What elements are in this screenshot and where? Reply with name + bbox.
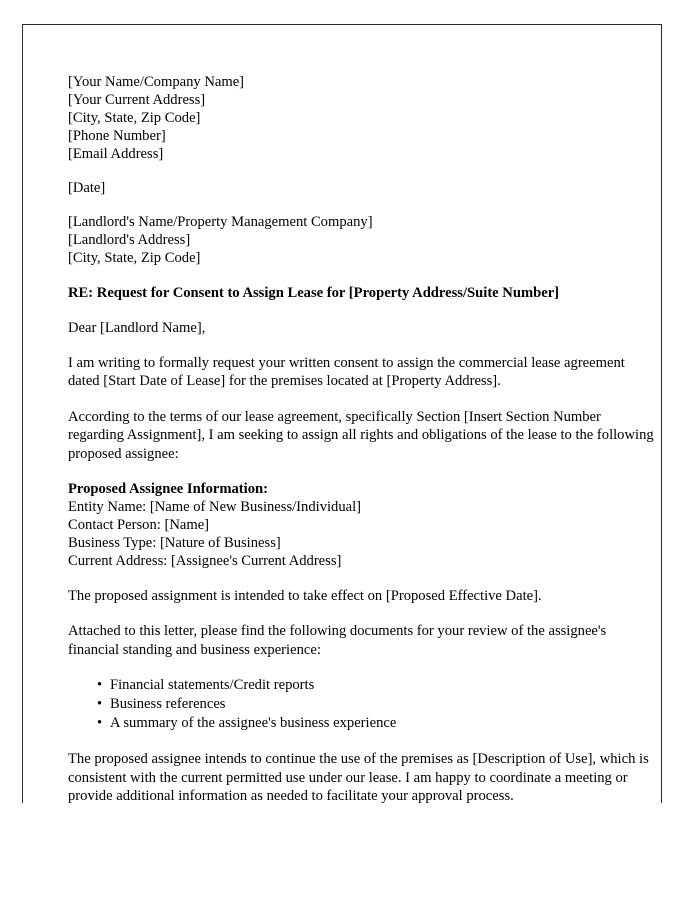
assignee-information-block	[68, 480, 658, 570]
spacer	[68, 267, 658, 284]
spacer	[68, 605, 658, 622]
subject-line: RE: Request for Consent to Assign Lease for [Property Address/Suite Number]	[68, 285, 560, 301]
spacer	[68, 197, 658, 213]
assignee-entity-name-line: Entity Name: [Name of New Business/Individual]	[68, 499, 362, 516]
sender-address-block	[68, 73, 658, 163]
recipient-city-state-zip-line: [City, State, Zip Code]	[68, 250, 201, 266]
sender-name-line: [Your Name/Company Name]	[68, 74, 245, 90]
spacer	[68, 733, 658, 750]
spacer	[68, 163, 658, 179]
assignee-business-type-line: Business Type: [Nature of Business]	[68, 535, 281, 552]
bullet-icon: •	[97, 715, 103, 732]
spacer	[68, 302, 658, 319]
paragraph-lease-terms: According to the terms of our lease agreement, specifically Section [Insert Section Number regarding Assignment], I am seeking to assign all rights and obligations of the lease to the following proposed assignee:	[68, 408, 654, 462]
spacer	[68, 337, 658, 354]
sender-email-line: [Email Address]	[68, 146, 164, 162]
paragraph-attachments-intro: Attached to this letter, please find the following documents for your review of the assignee's financial standing and business experience:	[68, 623, 607, 658]
recipient-address-block	[68, 213, 658, 267]
attachments-list	[68, 676, 658, 733]
assignee-information-heading: Proposed Assignee Information:	[68, 481, 268, 498]
list-item-label: Business references	[110, 696, 226, 713]
assignee-contact-person-line: Contact Person: [Name]	[68, 517, 210, 534]
bullet-icon: •	[97, 677, 103, 694]
salutation-line: Dear [Landlord Name],	[68, 320, 206, 336]
list-item-label: Financial statements/Credit reports	[110, 677, 315, 694]
list-item	[97, 676, 658, 695]
recipient-name-line: [Landlord's Name/Property Management Company]	[68, 214, 373, 230]
spacer	[68, 570, 658, 587]
assignee-current-address-line: Current Address: [Assignee's Current Address]	[68, 553, 342, 570]
list-item-label: A summary of the assignee's business experience	[110, 715, 397, 732]
paragraph-request: I am writing to formally request your written consent to assign the commercial lease agreement dated [Start Date of Lease] for the premises located at [Property Address].	[68, 355, 625, 390]
recipient-address-line: [Landlord's Address]	[68, 232, 191, 248]
date-line: [Date]	[68, 180, 106, 196]
paragraph-continued-use: The proposed assignee intends to continue the use of the premises as [Description of Use], which is consistent with the current permitted use under our lease. I am happy to coordinate a meeting or provide additional information as needed to facilitate your approval process.	[68, 751, 649, 805]
list-item	[97, 695, 658, 714]
letter-body	[68, 73, 658, 805]
sender-phone-line: [Phone Number]	[68, 128, 166, 144]
spacer	[68, 659, 658, 676]
spacer	[68, 463, 658, 480]
document-page	[22, 24, 662, 803]
sender-city-state-zip-line: [City, State, Zip Code]	[68, 110, 201, 126]
list-item	[97, 714, 658, 733]
paragraph-effective-date: The proposed assignment is intended to take effect on [Proposed Effective Date].	[68, 588, 542, 605]
bullet-icon: •	[97, 696, 103, 713]
spacer	[68, 391, 658, 408]
sender-address-line: [Your Current Address]	[68, 92, 206, 108]
